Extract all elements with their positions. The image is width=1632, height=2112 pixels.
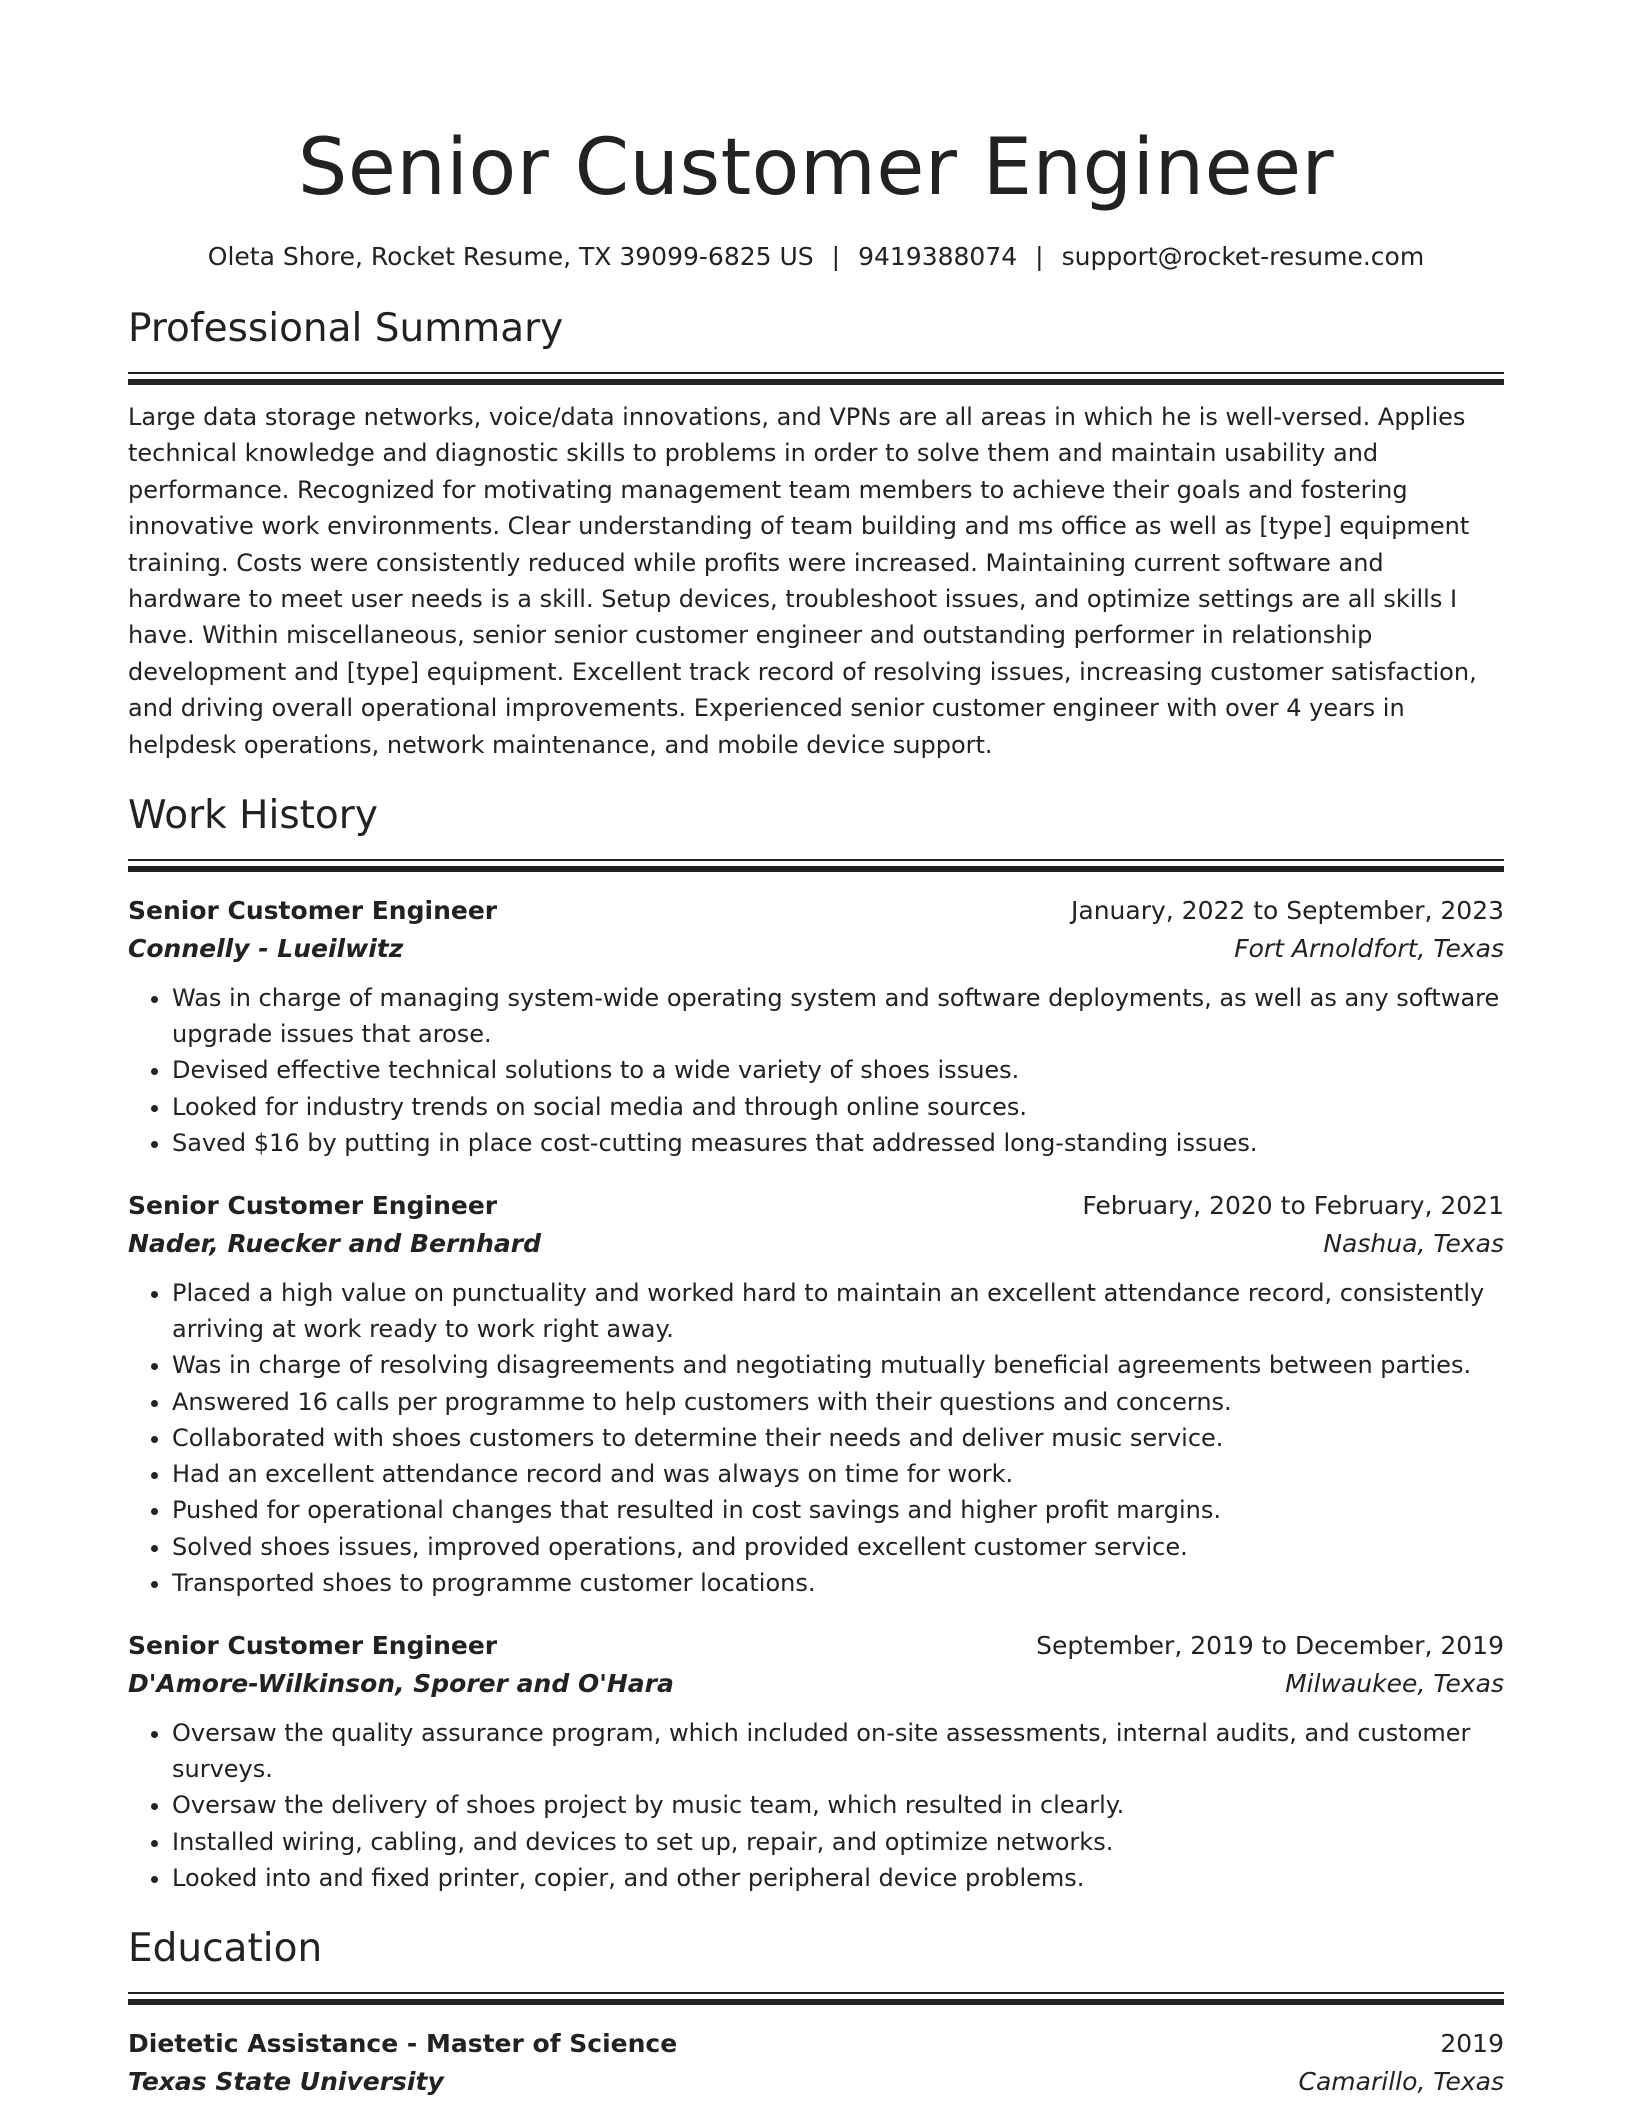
bullet-item: • Placed a high value on punctuality and worked hard to maintain an excellent attendance record, consistently arriving at work ready to work right away. [172, 1275, 1504, 1347]
job-company: Nader, Ruecker and Bernhard [128, 1229, 541, 1259]
job-title: Senior Customer Engineer [128, 1191, 498, 1221]
bullet-item: • Transported shoes to programme customer locations. [172, 1565, 1504, 1601]
work-history-section [128, 791, 1504, 1896]
education-location: Camarillo, Texas [1298, 2066, 1504, 2096]
education-year: 2019 [1440, 2028, 1504, 2058]
bullet-item: • Looked for industry trends on social media and through online sources. [172, 1089, 1504, 1125]
bullet-item: • Pushed for operational changes that resulted in cost savings and higher profit margins. [172, 1492, 1504, 1528]
bullet-item: • Oversaw the delivery of shoes project by music team, which resulted in clearly. [172, 1787, 1504, 1823]
section-divider [128, 859, 1504, 872]
job-bullets [128, 1715, 1504, 1896]
bullet-item: • Was in charge of resolving disagreements and negotiating mutually beneficial agreements between parties. [172, 1347, 1504, 1383]
section-divider [128, 1992, 1504, 2005]
bullet-item: • Devised effective technical solutions to a wide variety of shoes issues. [172, 1052, 1504, 1088]
education-section [128, 1924, 1504, 2101]
bullet-item: • Answered 16 calls per programme to help customers with their questions and concerns. [172, 1384, 1504, 1420]
education-school: Texas State University [128, 2066, 444, 2096]
bullet-item: • Saved $16 by putting in place cost-cutting measures that addressed long-standing issues. [172, 1125, 1504, 1161]
job-location: Fort Arnoldfort, Texas [1234, 934, 1504, 964]
section-heading-work-history: Work History [128, 793, 378, 839]
section-heading-summary: Professional Summary [128, 306, 564, 351]
bullet-item: • Looked into and fixed printer, copier, and other peripheral device problems. [172, 1860, 1504, 1896]
job-entry [128, 1187, 1504, 1601]
bullet-item: • Was in charge of managing system-wide operating system and software deployments, as well as any software upgrade issues that arose. [172, 980, 1504, 1052]
summary-text: Large data storage networks, voice/data innovations, and VPNs are all areas in which he is well-versed. Applies technical knowledge and diagnostic skills to problems in order to solve them and maintain usability and performance. Recognized for motivating management team members to achieve their goals and fostering innovative work environments. Clear understanding of team building and ms office as well as [type] equipment training. Costs were consistently reduced while profits were increased. Maintaining current software and hardware to meet user needs is a skill. Setup devices, troubleshoot issues, and optimize settings are all skills I have. Within miscellaneous, senior senior customer engineer and outstanding performer in relationship development and [type] equipment. Excellent track record of resolving issues, increasing customer satisfaction, and driving overall operational improvements. Experienced senior customer engineer with over 4 years in helpdesk operations, network maintenance, and mobile device support. [128, 403, 1477, 759]
job-entry [128, 892, 1504, 1161]
job-company: D'Amore-Wilkinson, Sporer and O'Hara [128, 1668, 674, 1698]
resume-title: Senior Customer Engineer [297, 123, 1335, 213]
bullet-item: • Solved shoes issues, improved operations, and provided excellent customer service. [172, 1529, 1504, 1565]
contact-separator: | [1035, 242, 1044, 271]
job-location: Nashua, Texas [1323, 1229, 1504, 1259]
job-dates: September, 2019 to December, 2019 [1036, 1630, 1504, 1660]
job-bullets [128, 980, 1504, 1161]
contact-phone: 9419388074 [858, 242, 1018, 271]
job-company: Connelly - Lueilwitz [128, 934, 404, 964]
education-degree: Dietetic Assistance - Master of Science [128, 2028, 678, 2058]
job-entry [128, 1627, 1504, 1896]
contact-separator: | [831, 242, 841, 271]
section-heading-education: Education [128, 1925, 323, 1971]
bullet-item: • Collaborated with shoes customers to determine their needs and deliver music service. [172, 1420, 1504, 1456]
education-entry [128, 2025, 1504, 2101]
contact-line [128, 240, 1504, 274]
bullet-item: • Installed wiring, cabling, and devices to set up, repair, and optimize networks. [172, 1824, 1504, 1860]
bullet-item: • Oversaw the quality assurance program, which included on-site assessments, internal audits, and customer surveys. [172, 1715, 1504, 1787]
job-bullets [128, 1275, 1504, 1601]
job-title: Senior Customer Engineer [128, 896, 498, 926]
job-dates: January, 2022 to September, 2023 [1071, 896, 1504, 926]
job-dates: February, 2020 to February, 2021 [1082, 1191, 1504, 1221]
job-title: Senior Customer Engineer [128, 1630, 498, 1660]
bullet-item: • Had an excellent attendance record and was always on time for work. [172, 1456, 1504, 1492]
summary-section [128, 304, 1504, 763]
job-location: Milwaukee, Texas [1285, 1668, 1504, 1698]
contact-email: support@rocket-resume.com [1061, 242, 1425, 271]
section-divider [128, 372, 1504, 385]
contact-address: Oleta Shore, Rocket Resume, TX 39099-6825 US [207, 242, 814, 271]
